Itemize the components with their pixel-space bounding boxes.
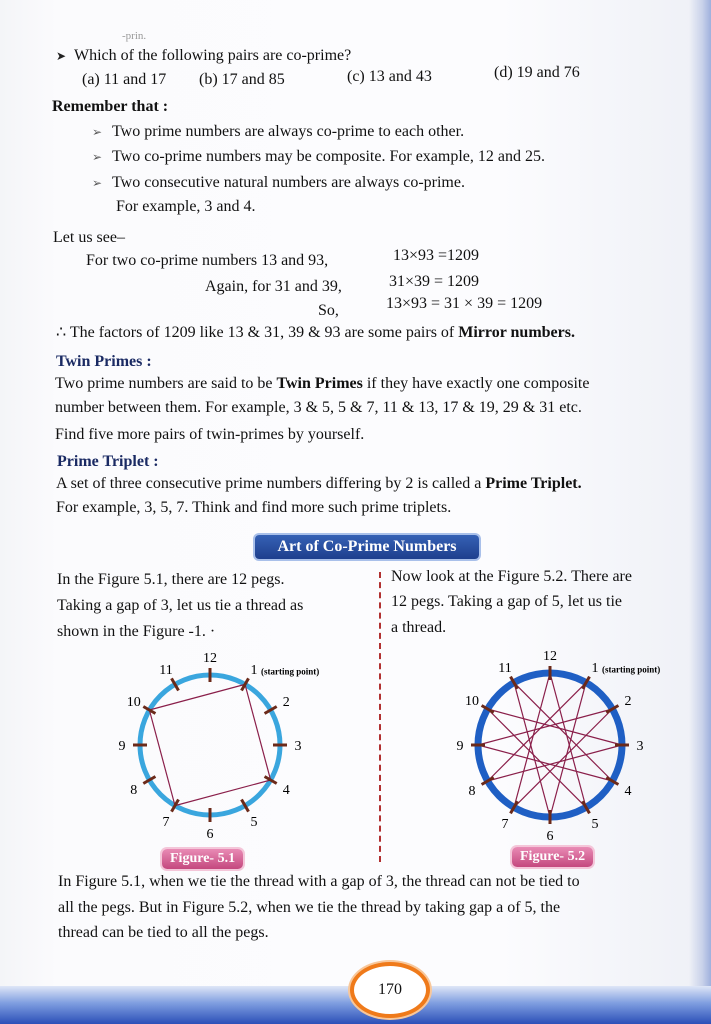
peg-number: 7 (501, 816, 509, 832)
thread-line (149, 684, 245, 710)
peg-number: 4 (624, 784, 632, 799)
mirror-term: Mirror numbers. (458, 324, 575, 341)
remember-item-text: Two co-prime numbers may be composite. For example, 12 and 25. (112, 148, 545, 165)
peg-number: 2 (624, 694, 632, 709)
peg-number: 8 (468, 784, 476, 799)
figure-5-1-diagram (100, 640, 340, 840)
mirror-conclusion-text: ∴ The factors of 1209 like 13 & 31, 39 & 93 are some pairs of (56, 324, 459, 341)
mirror-line3-eq: 13×93 = 31 × 39 = 1209 (386, 295, 543, 312)
page-edge-shadow (689, 0, 711, 1024)
peg-number: 2 (282, 695, 290, 710)
remember-item-text: Two consecutive natural numbers are always co-prime. (112, 174, 465, 191)
figure-5-2-label: Figure- 5.2 (512, 847, 593, 867)
page-number: 170 (350, 962, 430, 1018)
twin-line1-rest: if they have exactly one composite (362, 375, 590, 392)
question-text: Which of the following pairs are co-prime? (74, 47, 352, 64)
mirror-line1-eq: 13×93 =1209 (393, 247, 480, 264)
thread-line (245, 684, 271, 780)
left-col-line2: Taking a gap of 3, let us tie a thread as (57, 597, 304, 614)
peg-number: 1 (591, 661, 599, 677)
option-b: (b) 17 and 85 (199, 71, 285, 88)
right-col-line1: Now look at the Figure 5.2. There are (391, 568, 632, 585)
starting-point-label: (starting point) (602, 664, 661, 675)
option-c: (c) 13 and 43 (347, 68, 432, 85)
peg-number: 9 (118, 739, 126, 754)
peg-ring (140, 675, 280, 815)
conclusion-line1: In Figure 5.1, when we tie the thread with a gap of 3, the thread can not be tied to (58, 873, 580, 890)
peg-number: 3 (636, 739, 644, 754)
mirror-line2-eq: 31×39 = 1209 (389, 273, 480, 290)
let-us-see: Let us see– (53, 229, 125, 246)
peg-number: 6 (206, 827, 214, 840)
right-col-line3: a thread. (391, 619, 447, 636)
triplet-line2: For example, 3, 5, 7. Think and find more such prime triplets. (56, 499, 452, 516)
remember-item (92, 147, 545, 167)
peg-number: 12 (203, 651, 217, 666)
peg-number: 1 (250, 662, 258, 678)
twin-line1 (55, 374, 589, 394)
figure-5-2-diagram (445, 640, 685, 840)
option-d: (d) 19 and 76 (494, 64, 580, 81)
peg-number: 11 (159, 662, 173, 678)
peg-number: 5 (591, 816, 599, 832)
peg-number: 8 (130, 783, 138, 798)
thread-line (149, 710, 175, 806)
peg-number: 12 (543, 649, 557, 664)
peg-ring (478, 673, 622, 817)
art-of-coprime-banner (255, 535, 479, 559)
mirror-conclusion (56, 323, 575, 343)
remember-item (92, 173, 465, 193)
peg-number: 6 (546, 829, 554, 840)
starting-point-label: (starting point) (261, 666, 320, 677)
mirror-line3-text: So, (318, 302, 339, 319)
remember-example: For example, 3 and 4. (116, 198, 256, 215)
remember-item (92, 122, 464, 142)
peg-number: 10 (126, 695, 141, 710)
left-col-line1: In the Figure 5.1, there are 12 pegs. (57, 571, 285, 588)
mirror-line2-text: Again, for 31 and 39, (205, 278, 342, 295)
peg-number: 11 (498, 661, 512, 677)
triangle-bullet-icon: ➢ (92, 176, 103, 190)
triangle-bullet-icon: ➢ (92, 150, 103, 164)
option-a: (a) 11 and 17 (82, 71, 167, 88)
triplet-line1 (56, 474, 582, 494)
peg-number: 7 (162, 815, 170, 831)
remember-heading: Remember that : (52, 98, 169, 115)
column-divider (379, 572, 381, 862)
question-line (56, 46, 351, 66)
mirror-line1-text: For two co-prime numbers 13 and 93, (86, 252, 329, 269)
arrow-bullet-icon: ➤ (56, 49, 67, 63)
triangle-bullet-icon: ➢ (92, 125, 103, 139)
remember-item-text: Two prime numbers are always co-prime to each other. (112, 123, 465, 140)
twin-line1-text: Two prime numbers are said to be (55, 375, 277, 392)
twin-line3: Find five more pairs of twin-primes by yourself. (55, 426, 365, 443)
triplet-term: Prime Triplet. (485, 475, 582, 492)
peg-number: 9 (456, 739, 464, 754)
twin-primes-heading: Twin Primes : (56, 353, 152, 370)
triplet-line1-text: A set of three consecutive prime numbers differing by 2 is called a (56, 475, 486, 492)
right-col-line2: 12 pegs. Taking a gap of 5, let us tie (391, 593, 622, 610)
left-col-line3: shown in the Figure -1. · (57, 623, 216, 640)
conclusion-line3: thread can be tied to all the pegs. (58, 924, 269, 941)
peg-number: 10 (465, 694, 480, 709)
peg-number: 3 (294, 739, 302, 754)
peg-number: 5 (250, 815, 258, 831)
twin-line2: number between them. For example, 3 & 5, 5 & 7, 11 & 13, 17 & 19, 29 & 31 etc. (55, 399, 582, 416)
peg-number: 4 (282, 783, 290, 798)
top-mark: -prin. (122, 30, 147, 42)
conclusion-line2: all the pegs. But in Figure 5.2, when we tie the thread by taking gap a of 5, the (58, 899, 561, 916)
thread-line (175, 780, 271, 806)
figure-5-1-label: Figure- 5.1 (162, 849, 243, 869)
twin-term: Twin Primes (276, 375, 363, 392)
prime-triplet-heading: Prime Triplet : (57, 453, 159, 470)
banner-text: Art of Co-Prime Numbers (277, 538, 457, 555)
